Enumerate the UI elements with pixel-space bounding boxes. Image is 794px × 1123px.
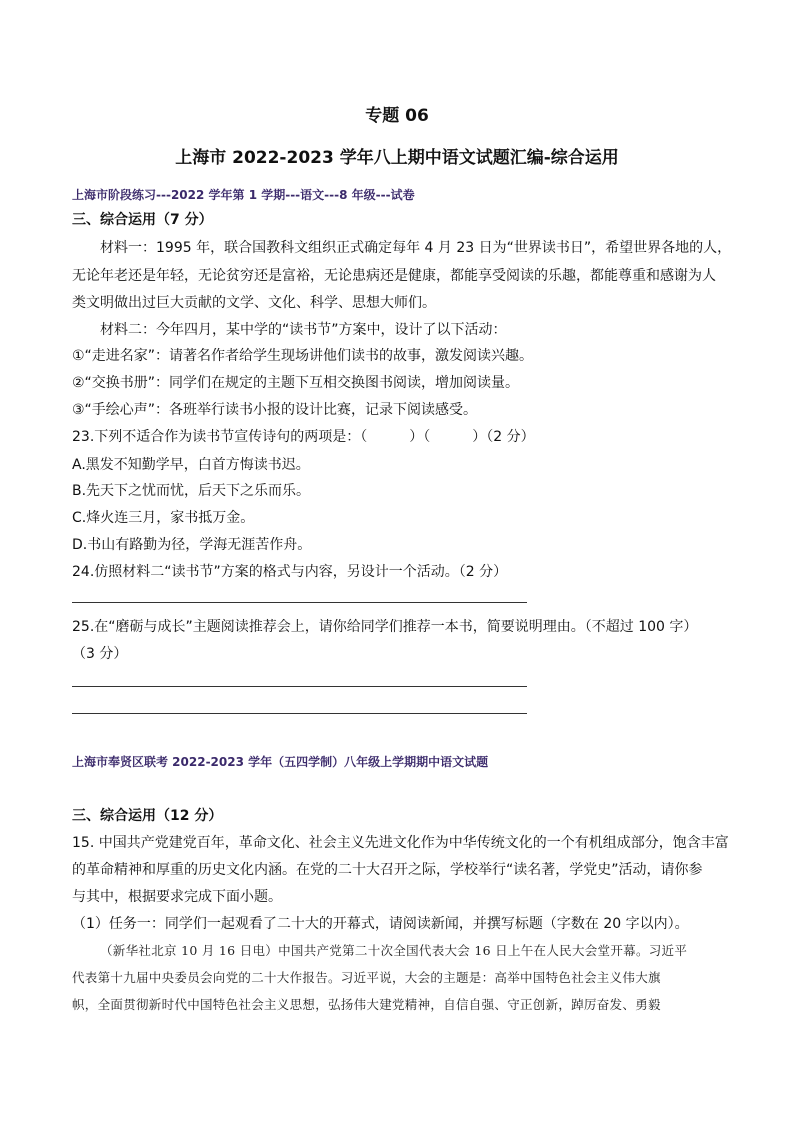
news-line: 代表第十九届中央委员会向党的二十大作报告。习近平说，大会的主题是：高举中国特色社会主义伟大旗 — [72, 970, 661, 985]
topic-heading: 专题 06 — [365, 106, 429, 126]
material2-line: 材料二：今年四月，某中学的“读书节”方案中，设计了以下活动： — [100, 322, 507, 338]
q15-line: 与其中，根据要求完成下面小题。 — [72, 889, 282, 905]
q23-option-a: A.黑发不知勤学早，白首方悔读书迟。 — [72, 457, 310, 473]
section-heading-1: 三、综合运用（7 分） — [72, 212, 213, 228]
material1-line: 材料一：1995 年，联合国教科文组织正式确定每年 4 月 23 日为“世界读书日”，希望世界各地的人， — [100, 240, 732, 256]
source-line-2: 上海市奉贤区联考 2022-2023 学年（五四学制）八年级上学期期中语文试题 — [72, 755, 489, 769]
task-1: （1）任务一：同学们一起观看了二十大的开幕式，请阅读新闻，并撰写标题（字数在 20 字以内）。 — [72, 916, 689, 932]
answer-line[interactable] — [72, 713, 527, 714]
material1-line: 无论年老还是年轻，无论贫穷还是富裕，无论患病还是健康，都能享受阅读的乐趣，都能尊重和感谢为人 — [72, 268, 716, 284]
q15-line: 的革命精神和厚重的历史文化内涵。在党的二十大召开之际，学校举行“读名著，学党史”活动，请你参 — [72, 862, 703, 878]
activity-item: ③“手绘心声”：各班举行读书小报的设计比赛，记录下阅读感受。 — [72, 402, 478, 418]
q23-option-d: D.书山有路勤为径，学海无涯苦作舟。 — [72, 537, 312, 553]
answer-line[interactable] — [72, 602, 527, 603]
question-25-points: （3 分） — [72, 646, 128, 662]
document-title: 上海市 2022-2023 学年八上期中语文试题汇编-综合运用 — [175, 148, 619, 168]
question-25: 25.在“磨砺与成长”主题阅读推荐会上，请你给同学们推荐一本书，简要说明理由。（不超过 100 字） — [72, 619, 698, 635]
activity-item: ②“交换书册”：同学们在规定的主题下互相交换图书阅读，增加阅读量。 — [72, 375, 520, 391]
q23-option-b: B.先天下之忧而忧，后天下之乐而乐。 — [72, 483, 311, 499]
material1-line: 类文明做出过巨大贡献的文学、文化、科学、思想大师们。 — [72, 295, 436, 311]
q15-line: 15. 中国共产党建党百年，革命文化、社会主义先进文化作为中华传统文化的一个有机组成部分，饱含丰富 — [72, 835, 729, 851]
answer-line[interactable] — [72, 686, 527, 687]
source-line-1: 上海市阶段练习---2022 学年第 1 学期---语文---8 年级---试卷 — [72, 188, 415, 202]
q23-option-c: C.烽火连三月，家书抵万金。 — [72, 510, 255, 526]
question-24: 24.仿照材料二“读书节”方案的格式与内容，另设计一个活动。（2 分） — [72, 564, 508, 580]
section-heading-2: 三、综合运用（12 分） — [72, 808, 223, 824]
activity-item: ①“走进名家”：请著名作者给学生现场讲他们读书的故事，激发阅读兴趣。 — [72, 348, 534, 364]
news-line: 帜，全面贯彻新时代中国特色社会主义思想，弘扬伟大建党精神，自信自强、守正创新，踔厉奋发、勇毅 — [72, 997, 661, 1012]
news-line: （新华社北京 10 月 16 日电）中国共产党第二十次全国代表大会 16 日上午在人民大会堂开幕。习近平 — [100, 943, 688, 958]
question-23: 23.下列不适合作为读书节宣传诗句的两项是：（ ）（ ）（2 分） — [72, 429, 535, 445]
